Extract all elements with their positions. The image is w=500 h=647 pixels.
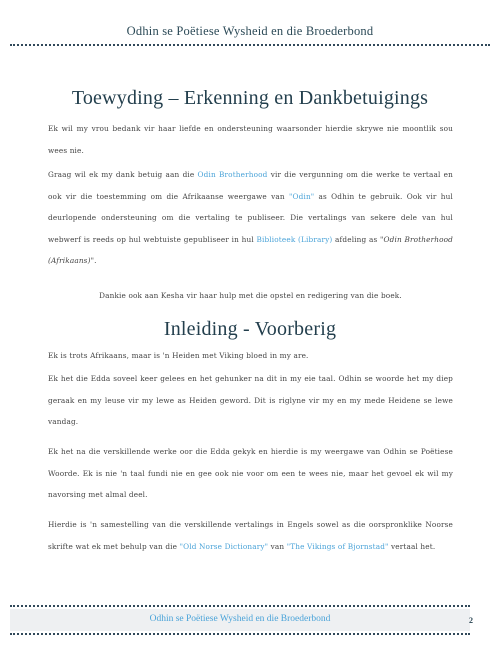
text-span: van bbox=[268, 541, 287, 551]
footer-title: Odhin se Poëtiese Wysheid en die Broederbond bbox=[149, 614, 331, 624]
intro-paragraph-4 bbox=[48, 514, 453, 557]
section-heading-dedication: Toewyding – Erkenning en Dankbetuigings bbox=[71, 87, 429, 109]
footer-divider-top bbox=[10, 605, 470, 607]
vikings-of-bjornstad-link[interactable]: "The Vikings of Bjornstad" bbox=[286, 541, 389, 551]
text-span: Hierdie is 'n samestelling van die verskillende vertalings in Engels sowel as die oorspronklike Noorse skrifte wat ek met behulp van die bbox=[48, 520, 453, 551]
section-heading-introduction: Inleiding - Voorberig bbox=[163, 318, 337, 340]
dedication-paragraph-2 bbox=[48, 164, 453, 272]
text-span: vertaal het. bbox=[388, 541, 436, 551]
text-span: Graag wil ek my dank betuig aan die bbox=[48, 170, 198, 179]
text-span: vir die vergunning om die werke te vertaal en ook vir die toestemming om die Afrikaanse weergawe van bbox=[48, 170, 453, 201]
text-span: . bbox=[94, 256, 97, 265]
old-norse-dictionary-link[interactable]: "Old Norse Dictionary" bbox=[179, 541, 269, 551]
dedication-paragraph-3: Dankie ook aan Kesha vir haar hulp met die opstel en redigering van die boek. bbox=[99, 291, 402, 300]
odin-brotherhood-link[interactable]: Odin Brotherhood bbox=[197, 170, 268, 179]
footer-divider-bottom bbox=[10, 633, 470, 635]
intro-paragraph-1: Ek is trots Afrikaans, maar is 'n Heiden met Viking bloed in my are. bbox=[48, 351, 309, 360]
italic-title: "Odin Brotherhood (Afrikaans)" bbox=[48, 234, 453, 265]
intro-paragraph-2: Ek het die Edda soveel keer gelees en het gehunker na dit in my eie taal. Odhin se woorde het my diep geraak en my leuse vir my lewe as Heiden geword. Dit is riglyne vir my en my mede Heidene se lewe vandag. bbox=[48, 374, 453, 426]
text-span: as Odhin te gebruik. Ook vir hul deurlopende ondersteuning om die vertaling te publiseer. Die vertalings van sekere dele van hul webwerf is reeds op hul webtuiste gepubliseer in hul bbox=[48, 191, 453, 244]
header-divider bbox=[10, 44, 490, 46]
library-link[interactable]: Biblioteek (Library) bbox=[256, 234, 333, 244]
dedication-paragraph-1: Ek wil my vrou bedank vir haar liefde en ondersteuning waarsonder hierdie skrywe nie moontlik sou wees nie. bbox=[48, 124, 453, 155]
header-title: Odhin se Poëtiese Wysheid en die Broederbond bbox=[126, 24, 374, 38]
odin-link[interactable]: "Odin" bbox=[289, 191, 315, 201]
page-header bbox=[0, 0, 500, 48]
page-number: 2 bbox=[469, 616, 473, 625]
text-span: afdeling as bbox=[332, 234, 381, 244]
intro-paragraph-3: Ek het na die verskillende werke oor die Edda gekyk en hierdie is my weergawe van Odhin se Poëtiese Woorde. Ek is nie 'n taal fundi nie en gee ook nie voor om een te wees nie, maar het gevoel ek wil my navorsing met almal deel. bbox=[48, 447, 453, 499]
